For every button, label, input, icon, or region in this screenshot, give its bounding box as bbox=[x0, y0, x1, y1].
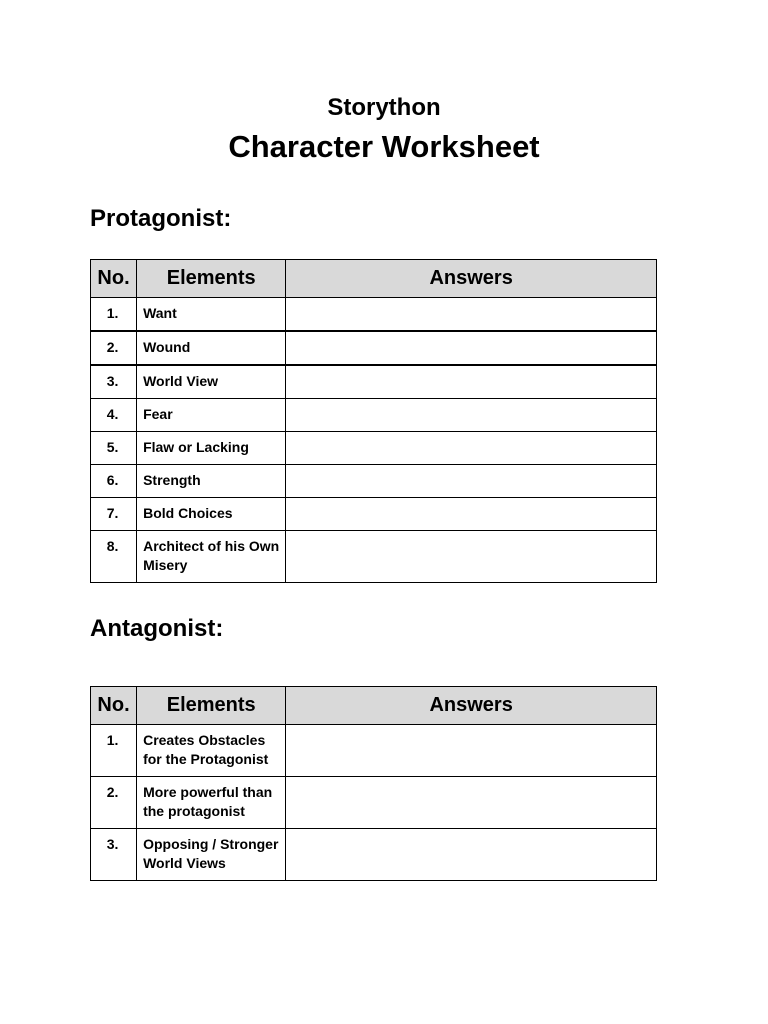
column-header-answers: Answers bbox=[286, 687, 657, 725]
column-header-elements: Elements bbox=[137, 687, 286, 725]
answer-cell[interactable] bbox=[286, 725, 657, 777]
answer-cell[interactable] bbox=[286, 331, 657, 365]
document-subtitle: Storython bbox=[327, 94, 441, 121]
protagonist-table bbox=[90, 259, 657, 583]
row-element: Want bbox=[137, 298, 286, 332]
antagonist-table bbox=[90, 686, 657, 881]
table-row bbox=[91, 498, 657, 531]
protagonist-heading: Protagonist: bbox=[90, 205, 232, 232]
table-row bbox=[91, 432, 657, 465]
table-row bbox=[91, 829, 657, 881]
row-element: Wound bbox=[137, 331, 286, 365]
row-number: 7. bbox=[91, 498, 137, 531]
row-element: Flaw or Lacking bbox=[137, 432, 286, 465]
antagonist-heading: Antagonist: bbox=[90, 615, 224, 642]
answer-cell[interactable] bbox=[286, 829, 657, 881]
answer-cell[interactable] bbox=[286, 465, 657, 498]
table-row bbox=[91, 777, 657, 829]
table-row bbox=[91, 365, 657, 399]
row-number: 4. bbox=[91, 399, 137, 432]
row-number: 5. bbox=[91, 432, 137, 465]
row-number: 3. bbox=[91, 829, 137, 881]
answer-cell[interactable] bbox=[286, 298, 657, 332]
column-header-no: No. bbox=[91, 687, 137, 725]
row-element: Creates Obstacles for the Protagonist bbox=[137, 725, 286, 777]
row-number: 2. bbox=[91, 777, 137, 829]
table-row bbox=[91, 298, 657, 332]
row-number: 6. bbox=[91, 465, 137, 498]
answer-cell[interactable] bbox=[286, 399, 657, 432]
table-row bbox=[91, 399, 657, 432]
row-element: Bold Choices bbox=[137, 498, 286, 531]
row-element: Opposing / Stronger World Views bbox=[137, 829, 286, 881]
row-number: 2. bbox=[91, 331, 137, 365]
table-row bbox=[91, 725, 657, 777]
table-row bbox=[91, 465, 657, 498]
table-row bbox=[91, 331, 657, 365]
row-element: More powerful than the protagonist bbox=[137, 777, 286, 829]
document-title: Character Worksheet bbox=[228, 129, 540, 164]
row-element: World View bbox=[137, 365, 286, 399]
answer-cell[interactable] bbox=[286, 432, 657, 465]
column-header-no: No. bbox=[91, 260, 137, 298]
row-element: Architect of his Own Misery bbox=[137, 531, 286, 583]
row-number: 3. bbox=[91, 365, 137, 399]
row-number: 1. bbox=[91, 725, 137, 777]
row-element: Strength bbox=[137, 465, 286, 498]
table-row bbox=[91, 531, 657, 583]
column-header-elements: Elements bbox=[137, 260, 286, 298]
row-element: Fear bbox=[137, 399, 286, 432]
table-header-row bbox=[91, 687, 657, 725]
row-number: 8. bbox=[91, 531, 137, 583]
answer-cell[interactable] bbox=[286, 365, 657, 399]
column-header-answers: Answers bbox=[286, 260, 657, 298]
row-number: 1. bbox=[91, 298, 137, 332]
table-header-row bbox=[91, 260, 657, 298]
answer-cell[interactable] bbox=[286, 498, 657, 531]
answer-cell[interactable] bbox=[286, 531, 657, 583]
answer-cell[interactable] bbox=[286, 777, 657, 829]
